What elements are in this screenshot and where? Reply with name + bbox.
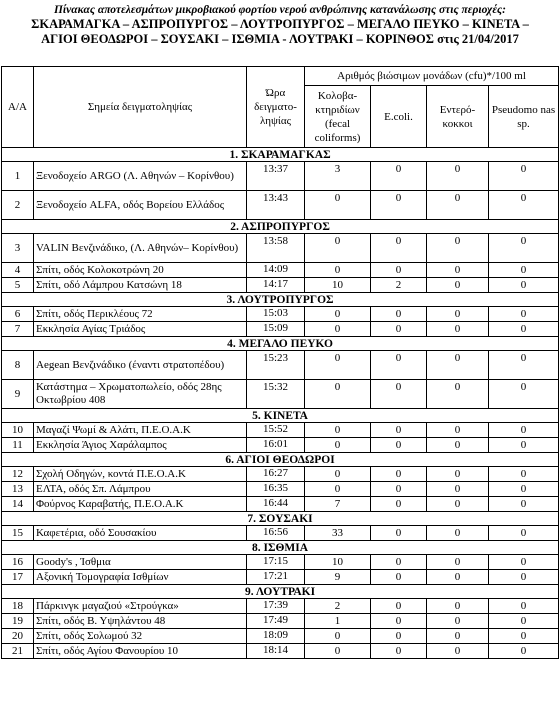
value-fecal-coliforms: 0 — [305, 644, 371, 659]
sampling-point: Καφετέρια, οδό Σουσακίου — [34, 526, 247, 541]
section-header — [2, 409, 559, 423]
value-ecoli: 0 — [371, 307, 427, 322]
section-title: 5. ΚΙΝΕΤΑ — [2, 409, 559, 423]
sampling-time: 17:49 — [247, 614, 305, 629]
sampling-point: Σχολή Οδηγών, κοντά Π.Ε.Ο.Α.Κ — [34, 467, 247, 482]
header-pseudomonas: Pseudomo nas sp. — [489, 86, 559, 148]
value-pseudomonas: 0 — [489, 497, 559, 512]
value-pseudomonas: 0 — [489, 482, 559, 497]
title-line-2: ΣΚΑΡΑΜΑΓΚΑ – ΑΣΠΡΟΠΥΡΓΟΣ – ΛΟΥΤΡΟΠΥΡΓΟΣ – ΜΕΓΑΛΟ ΠΕΥΚΟ – ΚΙΝΕΤΑ – — [31, 17, 529, 31]
value-ecoli: 0 — [371, 162, 427, 191]
table-row — [2, 278, 559, 293]
value-enterococci: 0 — [427, 629, 489, 644]
row-number: 17 — [2, 570, 34, 585]
value-enterococci: 0 — [427, 191, 489, 220]
value-enterococci: 0 — [427, 380, 489, 409]
section-title: 2. ΑΣΠΡΟΠΥΡΓΟΣ — [2, 220, 559, 234]
table-row — [2, 162, 559, 191]
row-number: 10 — [2, 423, 34, 438]
value-fecal-coliforms: 0 — [305, 482, 371, 497]
row-number: 13 — [2, 482, 34, 497]
sampling-time: 16:56 — [247, 526, 305, 541]
sampling-point: ΕΛΤΑ, οδός Σπ. Λάμπρου — [34, 482, 247, 497]
table-row — [2, 191, 559, 220]
sampling-time: 18:14 — [247, 644, 305, 659]
sampling-point: Σπίτι, οδός Β. Υψηλάντου 48 — [34, 614, 247, 629]
sampling-time: 13:37 — [247, 162, 305, 191]
sampling-point: Σπίτι, οδός Περικλέους 72 — [34, 307, 247, 322]
sampling-point: Εκκλησία Άγιος Χαράλαμπος — [34, 438, 247, 453]
section-title: 6. ΑΓΙΟΙ ΘΕΟΔΩΡΟΙ — [2, 453, 559, 467]
value-pseudomonas: 0 — [489, 380, 559, 409]
sampling-point: Κατάστημα – Χρωματοπωλείο, οδός 28ης Οκτωβρίου 408 — [34, 380, 247, 409]
value-enterococci: 0 — [427, 526, 489, 541]
value-fecal-coliforms: 0 — [305, 467, 371, 482]
sampling-point: Αξονική Τομογραφία Ισθμίων — [34, 570, 247, 585]
value-pseudomonas: 0 — [489, 614, 559, 629]
section-title: 9. ΛΟΥΤΡΑΚΙ — [2, 585, 559, 599]
row-number: 4 — [2, 263, 34, 278]
sampling-point: Εκκλησία Αγίας Τριάδος — [34, 322, 247, 337]
value-enterococci: 0 — [427, 423, 489, 438]
section-title: 3. ΛΟΥΤΡΟΠΥΡΓΟΣ — [2, 293, 559, 307]
section-title: 4. ΜΕΓΑΛΟ ΠΕΥΚΟ — [2, 337, 559, 351]
value-ecoli: 0 — [371, 614, 427, 629]
value-enterococci: 0 — [427, 162, 489, 191]
table-row — [2, 497, 559, 512]
title-line-3: ΑΓΙΟΙ ΘΕΟΔΩΡΟΙ – ΣΟΥΣΑΚΙ – ΙΣΘΜΙΑ - ΛΟΥΤΡΑΚΙ – ΚΟΡΙΝΘΟΣ στις 21/04/2017 — [41, 32, 519, 46]
value-pseudomonas: 0 — [489, 423, 559, 438]
value-pseudomonas: 0 — [489, 322, 559, 337]
value-ecoli: 0 — [371, 322, 427, 337]
value-fecal-coliforms: 0 — [305, 629, 371, 644]
value-pseudomonas: 0 — [489, 555, 559, 570]
value-fecal-coliforms: 1 — [305, 614, 371, 629]
value-fecal-coliforms: 10 — [305, 278, 371, 293]
header-fecal-coliforms: Κολοβα-κτηριδίων (fecal coliforms) — [305, 86, 371, 148]
sampling-time: 18:09 — [247, 629, 305, 644]
value-ecoli: 0 — [371, 482, 427, 497]
section-header — [2, 512, 559, 526]
value-enterococci: 0 — [427, 497, 489, 512]
table-row — [2, 629, 559, 644]
value-fecal-coliforms: 7 — [305, 497, 371, 512]
sampling-time: 17:21 — [247, 570, 305, 585]
value-ecoli: 0 — [371, 526, 427, 541]
row-number: 11 — [2, 438, 34, 453]
value-enterococci: 0 — [427, 278, 489, 293]
row-number: 6 — [2, 307, 34, 322]
value-enterococci: 0 — [427, 307, 489, 322]
sampling-time: 13:43 — [247, 191, 305, 220]
table-row — [2, 322, 559, 337]
table-row — [2, 570, 559, 585]
header-ecoli: E.coli. — [371, 86, 427, 148]
value-ecoli: 0 — [371, 234, 427, 263]
value-pseudomonas: 0 — [489, 467, 559, 482]
sampling-time: 15:52 — [247, 423, 305, 438]
value-fecal-coliforms: 3 — [305, 162, 371, 191]
value-pseudomonas: 0 — [489, 438, 559, 453]
row-number: 8 — [2, 351, 34, 380]
value-ecoli: 0 — [371, 570, 427, 585]
value-enterococci: 0 — [427, 322, 489, 337]
sampling-time: 15:23 — [247, 351, 305, 380]
table-row — [2, 351, 559, 380]
row-number: 16 — [2, 555, 34, 570]
value-fecal-coliforms: 0 — [305, 438, 371, 453]
value-ecoli: 0 — [371, 438, 427, 453]
table-row — [2, 482, 559, 497]
value-ecoli: 0 — [371, 351, 427, 380]
value-ecoli: 0 — [371, 497, 427, 512]
row-number: 9 — [2, 380, 34, 409]
value-ecoli: 0 — [371, 467, 427, 482]
sampling-time: 14:09 — [247, 263, 305, 278]
sampling-point: Πάρκινγκ μαγαζιού «Στρούγκα» — [34, 599, 247, 614]
value-ecoli: 0 — [371, 380, 427, 409]
row-number: 3 — [2, 234, 34, 263]
sampling-point: Ξενοδοχείο ALFA, οδός Βορείου Ελλάδος — [34, 191, 247, 220]
value-fecal-coliforms: 9 — [305, 570, 371, 585]
section-title: 1. ΣΚΑΡΑΜΑΓΚΑΣ — [2, 148, 559, 162]
value-fecal-coliforms: 0 — [305, 307, 371, 322]
value-enterococci: 0 — [427, 599, 489, 614]
table-row — [2, 263, 559, 278]
table-row — [2, 599, 559, 614]
sampling-time: 13:58 — [247, 234, 305, 263]
row-number: 18 — [2, 599, 34, 614]
value-pseudomonas: 0 — [489, 526, 559, 541]
sampling-time: 16:44 — [247, 497, 305, 512]
sampling-point: Μαγαζί Ψωμί & Αλάτι, Π.Ε.Ο.Α.Κ — [34, 423, 247, 438]
table-row — [2, 380, 559, 409]
section-header — [2, 220, 559, 234]
header-place: Σημεία δειγματοληψίας — [34, 67, 247, 148]
sampling-time: 17:39 — [247, 599, 305, 614]
value-ecoli: 0 — [371, 191, 427, 220]
table-row — [2, 234, 559, 263]
value-pseudomonas: 0 — [489, 278, 559, 293]
value-ecoli: 0 — [371, 423, 427, 438]
value-enterococci: 0 — [427, 234, 489, 263]
value-pseudomonas: 0 — [489, 263, 559, 278]
sampling-point: Σπίτι, οδός Σολωμού 32 — [34, 629, 247, 644]
table-row — [2, 555, 559, 570]
row-number: 1 — [2, 162, 34, 191]
sampling-time: 14:17 — [247, 278, 305, 293]
document-title — [0, 0, 560, 47]
table-row — [2, 467, 559, 482]
value-ecoli: 2 — [371, 278, 427, 293]
row-number: 21 — [2, 644, 34, 659]
value-pseudomonas: 0 — [489, 644, 559, 659]
value-enterococci: 0 — [427, 467, 489, 482]
table-row — [2, 307, 559, 322]
value-ecoli: 0 — [371, 599, 427, 614]
value-fecal-coliforms: 0 — [305, 191, 371, 220]
header-group: Αριθμός βιώσιμων μονάδων (cfu)*/100 ml — [305, 67, 559, 86]
value-pseudomonas: 0 — [489, 599, 559, 614]
section-header — [2, 293, 559, 307]
table-row — [2, 526, 559, 541]
value-ecoli: 0 — [371, 555, 427, 570]
sampling-time: 15:03 — [247, 307, 305, 322]
sampling-time: 15:32 — [247, 380, 305, 409]
row-number: 12 — [2, 467, 34, 482]
sampling-point: Σπίτι, οδός Αγίου Φανουρίου 10 — [34, 644, 247, 659]
value-pseudomonas: 0 — [489, 162, 559, 191]
results-body — [2, 148, 559, 659]
sampling-point: Σπίτι, οδό Λάμπρου Κατσώνη 18 — [34, 278, 247, 293]
value-ecoli: 0 — [371, 644, 427, 659]
value-pseudomonas: 0 — [489, 307, 559, 322]
row-number: 5 — [2, 278, 34, 293]
header-time: Ώρα δειγματο-ληψίας — [247, 67, 305, 148]
section-header — [2, 453, 559, 467]
sampling-point: Ξενοδοχείο ARGO (Λ. Αθηνών – Κορίνθου) — [34, 162, 247, 191]
value-enterococci: 0 — [427, 555, 489, 570]
section-header — [2, 541, 559, 555]
row-number: 2 — [2, 191, 34, 220]
sampling-time: 16:27 — [247, 467, 305, 482]
row-number: 20 — [2, 629, 34, 644]
table-row — [2, 644, 559, 659]
sampling-point: Σπίτι, οδός Κολοκοτρώνη 20 — [34, 263, 247, 278]
value-pseudomonas: 0 — [489, 234, 559, 263]
value-fecal-coliforms: 2 — [305, 599, 371, 614]
section-header — [2, 148, 559, 162]
value-enterococci: 0 — [427, 482, 489, 497]
header-enterococci: Εντερό-κοκκοι — [427, 86, 489, 148]
value-fecal-coliforms: 0 — [305, 423, 371, 438]
section-title: 8. ΙΣΘΜΙΑ — [2, 541, 559, 555]
sampling-point: VALIN Βενζινάδικο, (Λ. Αθηνών– Κορίνθου) — [34, 234, 247, 263]
value-enterococci: 0 — [427, 644, 489, 659]
sampling-time: 17:15 — [247, 555, 305, 570]
value-ecoli: 0 — [371, 263, 427, 278]
value-fecal-coliforms: 33 — [305, 526, 371, 541]
sampling-time: 16:35 — [247, 482, 305, 497]
value-ecoli: 0 — [371, 629, 427, 644]
table-row — [2, 423, 559, 438]
table-row — [2, 614, 559, 629]
sampling-point: Aegean Βενζινάδικο (έναντι στρατοπέδου) — [34, 351, 247, 380]
value-fecal-coliforms: 0 — [305, 322, 371, 337]
value-enterococci: 0 — [427, 351, 489, 380]
value-fecal-coliforms: 0 — [305, 263, 371, 278]
table-row — [2, 438, 559, 453]
title-line-1: Πίνακας αποτελεσμάτων μικροβιακού φορτίου νερού ανθρώπινης κατανάλωσης στις περιοχές: — [53, 4, 506, 16]
row-number: 14 — [2, 497, 34, 512]
value-pseudomonas: 0 — [489, 351, 559, 380]
value-enterococci: 0 — [427, 570, 489, 585]
sampling-point: Φούρνος Καραβατής, Π.Ε.Ο.Α.Κ — [34, 497, 247, 512]
header-aa: Α/Α — [2, 67, 34, 148]
row-number: 7 — [2, 322, 34, 337]
value-fecal-coliforms: 0 — [305, 380, 371, 409]
results-table — [1, 66, 559, 659]
value-fecal-coliforms: 10 — [305, 555, 371, 570]
row-number: 19 — [2, 614, 34, 629]
section-header — [2, 337, 559, 351]
sampling-time: 16:01 — [247, 438, 305, 453]
section-header — [2, 585, 559, 599]
value-fecal-coliforms: 0 — [305, 234, 371, 263]
sampling-point: Goody's , Ίσθμια — [34, 555, 247, 570]
value-enterococci: 0 — [427, 438, 489, 453]
value-enterococci: 0 — [427, 263, 489, 278]
sampling-time: 15:09 — [247, 322, 305, 337]
value-pseudomonas: 0 — [489, 191, 559, 220]
value-pseudomonas: 0 — [489, 570, 559, 585]
value-enterococci: 0 — [427, 614, 489, 629]
row-number: 15 — [2, 526, 34, 541]
value-fecal-coliforms: 0 — [305, 351, 371, 380]
section-title: 7. ΣΟΥΣΑΚΙ — [2, 512, 559, 526]
value-pseudomonas: 0 — [489, 629, 559, 644]
